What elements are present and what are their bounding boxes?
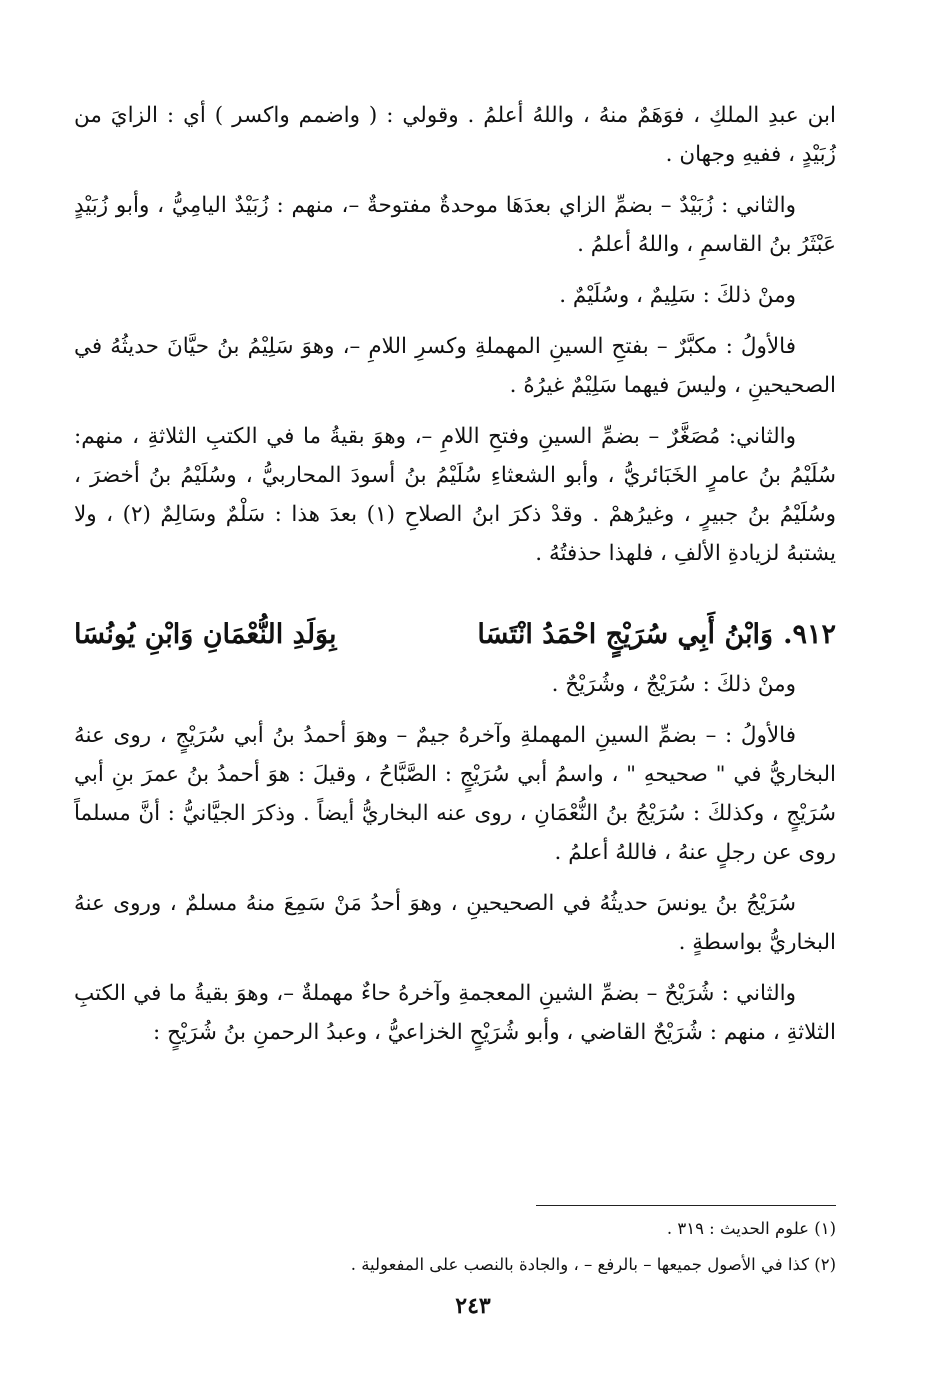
paragraph-8: سُرَيْجُ بنُ يونسَ حديثُهُ في الصحيحينِ ، وهوَ أحدُ مَنْ سَمِعَ منهُ مسلمٌ ، وروى عنهُ البخاريُّ بواسطةٍ . — [74, 891, 836, 955]
footnote-1: (١) علوم الحديث : ٣١٩ . — [666, 1219, 836, 1238]
footnote-divider — [536, 1205, 836, 1206]
paragraph-6: ومنْ ذلكَ : سُرَيْجٌ ، وشُرَيْحٌ . — [551, 672, 796, 697]
footnotes — [74, 1214, 836, 1286]
paragraph-4: فالأولُ : مكبَّرٌ – بفتحِ السينِ المهملةِ وكسرِ اللامِ –، وهوَ سَلِيْمُ بنُ حيَّانَ حديثُهُ في الصحيحينِ ، وليسَ فيهما سَلِيْمٌ غيرُهُ . — [74, 334, 836, 398]
paragraph-9: والثاني : شُرَيْحٌ – بضمِّ الشينِ المعجمةِ وآخرهُ حاءٌ مهملةٌ –، وهوَ بقيةُ ما في الكتبِ الثلاثةِ ، منهم : شُرَيْحٌ القاضي ، وأبو شُرَيْحٍ الخزاعيُّ ، وعبدُ الرحمنِ بنُ شُرَيْحٍ : — [74, 981, 836, 1045]
footnote-2: (٢) كذا في الأصول جميعها – بالرفع – ، والجادة بالنصب على المفعولية . — [350, 1255, 836, 1274]
verse-hemistich-2: بِوَلَدِ النُّعْمَانِ وَابْنِ يُونُسَا — [74, 619, 337, 650]
verse-912 — [74, 613, 836, 657]
page-number: ٢٤٣ — [455, 1293, 491, 1319]
paragraph-2: والثاني : زُبَيْدٌ – بضمِّ الزاي بعدَهَا موحدةٌ مفتوحةٌ –، منهم : زُبَيْدٌ اليامِيُّ ، وأبو زُبَيْدٍ عَبْثَرُ بنُ القاسمِ ، واللهُ أعلمُ . — [74, 193, 836, 257]
paragraph-1: ابن عبدِ الملكِ ، فوَهَمٌ منهُ ، واللهُ أعلمُ . وقولي : ( واضمم واكسر ) أي : الزايَ من زُبَيْدٍ ، ففيهِ وجهان . — [74, 103, 836, 167]
paragraph-7: فالأولُ : – بضمِّ السينِ المهملةِ وآخرهُ جيمٌ – وهوَ أحمدُ بنُ أبي سُرَيْجٍ ، روى عنهُ البخاريُّ في " صحيحهِ " ، واسمُ أبي سُرَيْجٍ : الصَّبَّاحُ ، وقيلَ : هوَ أحمدُ بنُ عمرَ بنِ أبي سُرَيْجٍ ، وكذلكَ : سُرَيْجُ بنُ النُّعْمَانِ ، روى عنه البخاريُّ أيضاً . وذكرَ الجيَّانيُّ : أنَّ مسلماً روى عن رجلٍ عنهُ ، فاللهُ أعلمُ . — [74, 723, 836, 865]
paragraph-3: ومنْ ذلكَ : سَلِيمٌ ، وسُلَيْمٌ . — [559, 283, 796, 308]
paragraph-5: والثاني: مُصَغَّرٌ – بضمِّ السينِ وفتحِ اللامِ –، وهوَ بقيةُ ما في الكتبِ الثلاثةِ ، منهم: سُلَيْمُ بنُ عامرٍ الخَبَائريُّ ، وأبو الشعثاءِ سُلَيْمُ بنُ أسودَ المحاربيُّ ، وسُلَيْمُ بنُ أخضرَ ، وسُلَيْمُ بنُ جبيرٍ ، وغيرُهمْ . وقدْ ذكرَ ابنُ الصلاحِ (١) بعدَ هذا : سَلْمٌ وسَالِمٌ (٢) ، ولا يشتبهُ لزيادةِ الألفِ ، فلهذا حذفتُهُ . — [74, 424, 837, 566]
verse-number: ٩١٢. — [783, 619, 836, 650]
main-text — [74, 96, 836, 1064]
verse-hemistich-1: وَابْنُ أَبِي سُرَيْجٍ احْمَدُ انْتَسَا — [477, 619, 774, 650]
